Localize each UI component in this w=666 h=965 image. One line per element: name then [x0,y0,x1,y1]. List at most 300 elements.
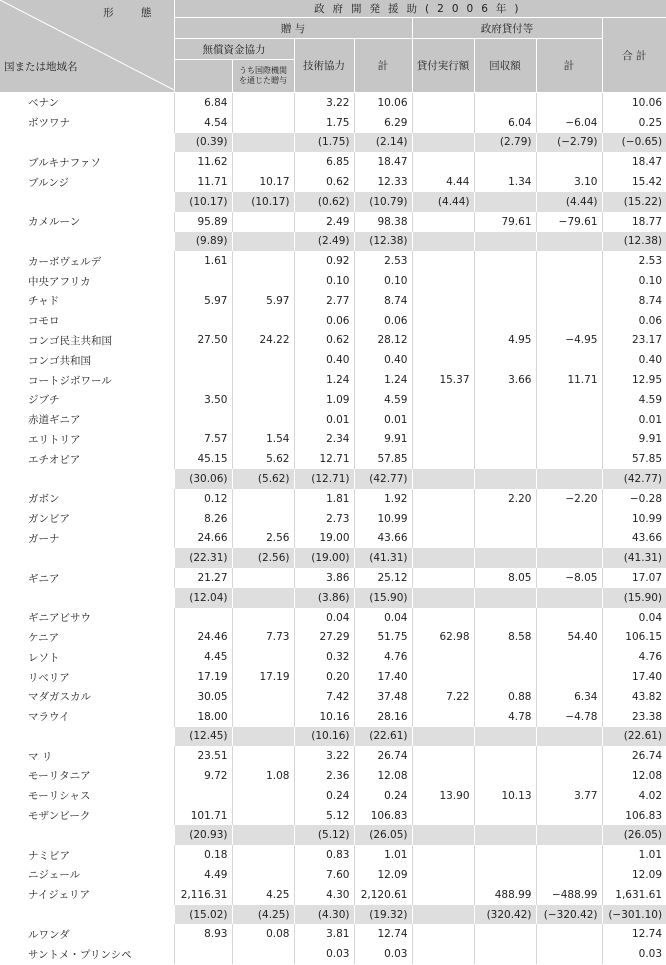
cell-loan-recovered: 4.78 [474,707,536,727]
cell-via-intl: 1.08 [232,766,294,786]
cell-grant-aid: (9.89) [174,232,232,252]
cell-technical: 0.24 [294,786,354,806]
cell-grand-total: 17.07 [602,568,666,588]
country-name-cell: ルワンダ [28,928,70,941]
cell-loan-total: (4.44) [536,192,602,212]
cell-loan-recovered [474,232,536,252]
cell-loan-total [536,152,602,172]
cell-loan-disbursed [412,331,474,351]
cell-grand-total: 0.06 [602,311,666,331]
header-corner-cell [0,0,174,93]
cell-technical: 2.73 [294,509,354,529]
cell-via-intl: 7.73 [232,628,294,648]
country-name-cell: 中央アフリカ [28,275,91,288]
cell-via-intl [232,746,294,766]
cell-via-intl [232,410,294,430]
cell-grant-total: (41.31) [354,548,412,568]
cell-technical: 0.32 [294,647,354,667]
cell-loan-disbursed [412,727,474,747]
country-name-cell: ケニア [28,631,60,644]
table-row [0,430,666,450]
cell-via-intl [232,350,294,370]
cell-loan-total [536,350,602,370]
cell-grant-total: 12.09 [354,865,412,885]
table-row [0,370,666,390]
cell-grant-aid: (12.04) [174,588,232,608]
cell-loan-disbursed [412,865,474,885]
cell-grand-total: 4.59 [602,390,666,410]
table-row [0,271,666,291]
cell-loan-total [536,232,602,252]
cell-loan-disbursed [412,766,474,786]
table-row [0,687,666,707]
cell-grant-aid: 3.50 [174,390,232,410]
cell-grant-aid: 17.19 [174,667,232,687]
cell-loan-disbursed: (4.44) [412,192,474,212]
table-row [0,152,666,172]
cell-loan-disbursed [412,588,474,608]
cell-loan-disbursed [412,311,474,331]
cell-grant-aid: 0.18 [174,845,232,865]
cell-technical: 19.00 [294,529,354,549]
cell-loan-total [536,865,602,885]
cell-grant-total: 9.91 [354,430,412,450]
cell-loan-total [536,430,602,450]
cell-loan-total [536,647,602,667]
cell-loan-disbursed [412,469,474,489]
cell-loan-recovered [474,390,536,410]
cell-loan-disbursed [412,885,474,905]
cell-loan-recovered [474,410,536,430]
table-row [0,93,666,113]
cell-technical: 4.30 [294,885,354,905]
cell-grant-aid: 24.46 [174,628,232,648]
cell-loan-total: −8.05 [536,568,602,588]
country-name-cell: カーボヴェルデ [28,255,102,268]
cell-via-intl [232,806,294,826]
cell-loan-disbursed [412,608,474,628]
cell-via-intl [232,232,294,252]
country-name-cell [0,825,174,845]
cell-technical: 0.03 [294,944,354,964]
cell-grant-total: 12.08 [354,766,412,786]
cell-grant-aid: 27.50 [174,331,232,351]
cell-loan-disbursed [412,667,474,687]
country-name-cell: ナミビア [28,849,70,862]
cell-loan-disbursed [412,568,474,588]
cell-loan-total [536,825,602,845]
country-name-cell [0,588,174,608]
cell-grant-total: 0.04 [354,608,412,628]
cell-grand-total: (26.05) [602,825,666,845]
cell-loan-recovered [474,588,536,608]
cell-loan-disbursed [412,113,474,133]
country-name-cell: ニジェール [28,869,81,882]
cell-grant-aid: 5.97 [174,291,232,311]
cell-technical: (3.86) [294,588,354,608]
cell-loan-recovered [474,271,536,291]
country-name-cell: コンゴ民主共和国 [28,334,112,347]
cell-grant-total: 1.01 [354,845,412,865]
cell-via-intl [232,568,294,588]
country-name-cell: コンゴ共和国 [28,354,91,367]
cell-loan-total [536,449,602,469]
table-row [0,489,666,509]
cell-loan-disbursed [412,271,474,291]
cell-loan-recovered: 2.20 [474,489,536,509]
cell-grant-total: 8.74 [354,291,412,311]
cell-grant-total: 12.74 [354,924,412,944]
country-name-cell: ガボン [28,493,60,506]
table-row [0,885,666,905]
country-name-cell: ギニア [28,572,60,585]
cell-loan-total: 3.10 [536,172,602,192]
country-name-cell [0,548,174,568]
table-row [0,113,666,133]
cell-via-intl [232,390,294,410]
cell-grant-total: 37.48 [354,687,412,707]
table-row [0,924,666,944]
cell-grant-aid: 21.27 [174,568,232,588]
country-name-cell: ガンビア [28,513,70,526]
cell-grant-total: 2.53 [354,251,412,271]
cell-technical: 3.86 [294,568,354,588]
cell-grand-total: 26.74 [602,746,666,766]
cell-loan-disbursed: 7.22 [412,687,474,707]
cell-technical: 0.10 [294,271,354,291]
table-row-parenthetical [0,469,666,489]
cell-loan-total: 54.40 [536,628,602,648]
table-row [0,845,666,865]
table-row [0,707,666,727]
header-loan-recovered: 回収額 [474,39,536,93]
country-name-cell [0,133,174,153]
cell-loan-recovered: (320.42) [474,905,536,925]
cell-loan-disbursed [412,548,474,568]
cell-grant-total: 26.74 [354,746,412,766]
cell-grant-total: (15.90) [354,588,412,608]
cell-technical: (2.49) [294,232,354,252]
header-loans: 政府貸付等 [412,18,602,39]
cell-loan-disbursed [412,430,474,450]
cell-grand-total: −0.28 [602,489,666,509]
table-row-parenthetical [0,133,666,153]
cell-loan-total: 11.71 [536,370,602,390]
cell-technical: (10.16) [294,727,354,747]
cell-grand-total: 1,631.61 [602,885,666,905]
cell-technical: 0.62 [294,331,354,351]
cell-grant-total: 12.33 [354,172,412,192]
cell-loan-total: −4.95 [536,331,602,351]
cell-grant-aid [174,350,232,370]
cell-grant-aid: (12.45) [174,727,232,747]
cell-technical: 7.42 [294,687,354,707]
table-row [0,251,666,271]
cell-loan-disbursed [412,944,474,964]
cell-grant-total: 17.40 [354,667,412,687]
country-name-cell [0,192,174,212]
cell-grant-aid: 7.57 [174,430,232,450]
header-grand-total: 合 計 [602,18,666,93]
cell-loan-disbursed: 13.90 [412,786,474,806]
cell-grant-aid: 101.71 [174,806,232,826]
cell-grant-total: 0.24 [354,786,412,806]
cell-via-intl [232,152,294,172]
cell-technical: 2.77 [294,291,354,311]
cell-grant-aid: 30.05 [174,687,232,707]
cell-grand-total: 12.09 [602,865,666,885]
cell-loan-disbursed [412,924,474,944]
country-name-cell: サントメ・プリンシペ [28,948,132,961]
cell-loan-recovered [474,430,536,450]
cell-loan-disbursed [412,509,474,529]
table-row [0,390,666,410]
country-name-cell: モザンビーク [28,810,91,823]
cell-loan-disbursed [412,410,474,430]
cell-via-intl [232,251,294,271]
cell-via-intl [232,311,294,331]
cell-grand-total: 4.02 [602,786,666,806]
country-name-cell: ボツワナ [28,117,70,130]
country-name-cell: エリトリア [28,433,81,446]
cell-grant-aid: (20.93) [174,825,232,845]
cell-grant-total: 1.24 [354,370,412,390]
country-name-cell: モーリシャス [28,790,91,803]
cell-grant-aid: 4.54 [174,113,232,133]
header-oda-title: 政府開発援助(2006年) [174,0,666,18]
cell-loan-recovered [474,608,536,628]
cell-grant-aid [174,370,232,390]
cell-via-intl [232,370,294,390]
cell-grand-total: 18.77 [602,212,666,232]
cell-grand-total: 12.95 [602,370,666,390]
table-row [0,311,666,331]
cell-grant-aid: (15.02) [174,905,232,925]
cell-grand-total: 18.47 [602,152,666,172]
cell-via-intl [232,509,294,529]
cell-grant-aid: 11.71 [174,172,232,192]
table-row [0,212,666,232]
cell-via-intl: 0.08 [232,924,294,944]
header-loan-subtotal: 計 [536,39,602,93]
cell-grand-total: 0.40 [602,350,666,370]
cell-grant-total: 10.06 [354,93,412,113]
cell-loan-recovered [474,727,536,747]
cell-loan-total: −6.04 [536,113,602,133]
cell-loan-recovered [474,865,536,885]
cell-loan-recovered: 3.66 [474,370,536,390]
cell-via-intl: 17.19 [232,667,294,687]
cell-loan-total: −4.78 [536,707,602,727]
header-grant-aid-blank [174,60,232,93]
country-name-cell: チャド [28,295,60,308]
cell-grand-total: 15.42 [602,172,666,192]
cell-loan-recovered: 488.99 [474,885,536,905]
table-row [0,944,666,964]
cell-loan-recovered: 79.61 [474,212,536,232]
cell-grand-total: 23.17 [602,331,666,351]
cell-loan-total [536,924,602,944]
country-name-cell: ベナン [28,97,59,110]
cell-via-intl [232,489,294,509]
table-row-parenthetical [0,905,666,925]
cell-loan-total [536,271,602,291]
cell-grant-total: 98.38 [354,212,412,232]
cell-grant-total: (2.14) [354,133,412,153]
cell-grand-total: (12.38) [602,232,666,252]
cell-loan-total [536,727,602,747]
cell-grant-total: 106.83 [354,806,412,826]
cell-loan-total [536,251,602,271]
cell-grant-total: 1.92 [354,489,412,509]
cell-via-intl: (2.56) [232,548,294,568]
cell-grand-total: 12.08 [602,766,666,786]
cell-via-intl [232,647,294,667]
cell-loan-disbursed [412,133,474,153]
cell-technical: 0.01 [294,410,354,430]
cell-loan-disbursed [412,489,474,509]
table-row [0,529,666,549]
cell-via-intl [232,727,294,747]
cell-via-intl [232,865,294,885]
cell-grant-aid [174,944,232,964]
cell-technical: 5.12 [294,806,354,826]
country-name-cell: レソト [28,651,60,664]
cell-loan-recovered [474,449,536,469]
header-via-international-orgs: うち国際機関を通じた贈与 [232,60,294,93]
cell-loan-total [536,667,602,687]
cell-via-intl [232,608,294,628]
cell-technical: 1.24 [294,370,354,390]
cell-loan-total [536,410,602,430]
cell-technical: 7.60 [294,865,354,885]
table-row-parenthetical [0,232,666,252]
cell-grant-total: 43.66 [354,529,412,549]
cell-loan-recovered [474,192,536,212]
cell-grant-aid [174,608,232,628]
cell-grant-aid: 11.62 [174,152,232,172]
cell-via-intl [232,271,294,291]
country-name-cell: リベリア [28,671,70,684]
cell-loan-disbursed [412,746,474,766]
cell-grant-total: 4.59 [354,390,412,410]
cell-via-intl [232,93,294,113]
country-name-cell: マダガスカル [28,691,91,704]
country-name-cell: ガーナ [28,532,60,545]
cell-grant-aid: 8.93 [174,924,232,944]
table-row [0,806,666,826]
cell-via-intl: 2.56 [232,529,294,549]
cell-technical: 0.62 [294,172,354,192]
cell-loan-total: 3.77 [536,786,602,806]
cell-loan-total [536,746,602,766]
cell-grant-total: 28.16 [354,707,412,727]
cell-via-intl [232,133,294,153]
cell-loan-total: −488.99 [536,885,602,905]
cell-loan-recovered [474,251,536,271]
cell-grant-aid [174,271,232,291]
cell-loan-total [536,529,602,549]
cell-grant-aid: 2,116.31 [174,885,232,905]
cell-loan-recovered [474,548,536,568]
cell-grand-total: 12.74 [602,924,666,944]
cell-loan-disbursed [412,449,474,469]
cell-grand-total: 23.38 [602,707,666,727]
cell-loan-recovered [474,509,536,529]
cell-loan-disbursed [412,291,474,311]
country-name-cell: コートジボワール [28,374,112,387]
country-name-cell: カメルーン [28,216,81,229]
cell-loan-total [536,608,602,628]
cell-via-intl [232,845,294,865]
cell-loan-recovered [474,825,536,845]
cell-grant-aid: 8.26 [174,509,232,529]
header-technical-cooperation: 技術協力 [294,39,354,93]
cell-via-intl [232,825,294,845]
cell-grand-total: 106.83 [602,806,666,826]
cell-loan-total [536,944,602,964]
cell-grant-total: 0.10 [354,271,412,291]
table-row [0,647,666,667]
cell-via-intl [232,687,294,707]
table-body [0,93,666,965]
table-row [0,746,666,766]
header-grant: 贈 与 [174,18,412,39]
cell-technical: 1.75 [294,113,354,133]
cell-loan-total [536,845,602,865]
cell-loan-recovered [474,291,536,311]
cell-loan-disbursed [412,707,474,727]
country-name-cell: 赤道ギニア [28,414,81,427]
cell-grant-total: 0.40 [354,350,412,370]
country-name-cell [0,232,174,252]
cell-loan-disbursed [412,647,474,667]
cell-grand-total: 17.40 [602,667,666,687]
country-name-cell: モーリタニア [28,770,91,783]
cell-loan-total: −2.20 [536,489,602,509]
cell-loan-disbursed [412,390,474,410]
cell-grant-total: (26.05) [354,825,412,845]
cell-technical: (5.12) [294,825,354,845]
cell-technical: 0.83 [294,845,354,865]
header-grant-subtotal: 計 [354,39,412,93]
cell-grant-aid: 9.72 [174,766,232,786]
cell-grant-aid: (22.31) [174,548,232,568]
cell-grand-total: (42.77) [602,469,666,489]
cell-loan-disbursed [412,825,474,845]
table-row [0,766,666,786]
cell-grant-total: 4.76 [354,647,412,667]
cell-loan-recovered: 8.05 [474,568,536,588]
cell-grand-total: 9.91 [602,430,666,450]
table-row [0,509,666,529]
cell-technical: 1.81 [294,489,354,509]
cell-loan-disbursed [412,152,474,172]
cell-grant-aid: 4.45 [174,647,232,667]
table-row-parenthetical [0,825,666,845]
country-name-cell: コモロ [28,315,60,328]
cell-loan-total [536,311,602,331]
cell-grant-aid: 45.15 [174,449,232,469]
cell-grand-total: (15.90) [602,588,666,608]
cell-grant-total: 18.47 [354,152,412,172]
table-row [0,331,666,351]
cell-loan-recovered: 8.58 [474,628,536,648]
cell-loan-recovered: 10.13 [474,786,536,806]
cell-loan-disbursed [412,212,474,232]
table-header [0,0,666,93]
cell-technical: 0.92 [294,251,354,271]
